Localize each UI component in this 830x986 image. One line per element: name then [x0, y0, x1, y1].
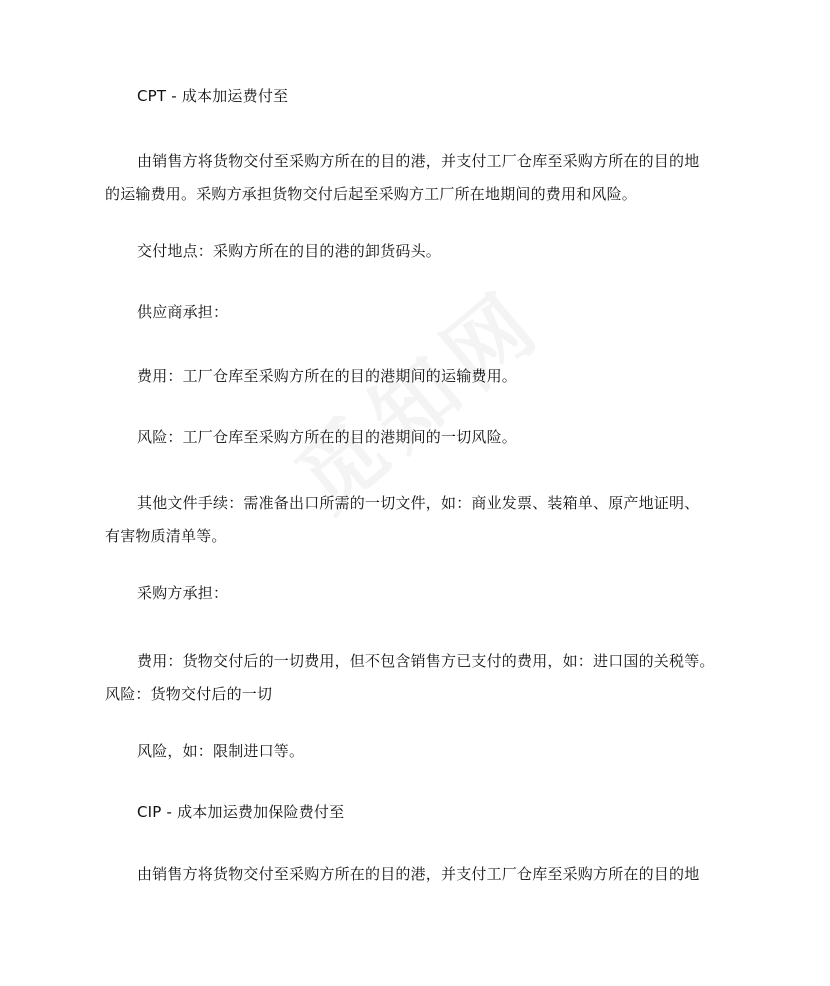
paragraph-line: 的运输费用。采购方承担货物交付后起至采购方工厂所在地期间的费用和风险。 — [105, 185, 638, 203]
section-heading-cip: CIP - 成本加运费加保险费付至 — [137, 803, 345, 821]
paragraph-line: 费用：货物交付后的一切费用，但不包含销售方已支付的费用，如：进口国的关税等。 — [137, 652, 715, 670]
paragraph-line: 供应商承担： — [137, 303, 229, 321]
paragraph-line: 由销售方将货物交付至采购方所在的目的港，并支付工厂仓库至采购方所在的目的地 — [137, 865, 700, 883]
paragraph-line: 风险，如：限制进口等。 — [137, 742, 305, 760]
paragraph-line: 有害物质清单等。 — [105, 527, 227, 545]
paragraph-line: 由销售方将货物交付至采购方所在的目的港，并支付工厂仓库至采购方所在的目的地 — [137, 152, 700, 170]
paragraph-line: 风险：货物交付后的一切 — [105, 685, 273, 703]
paragraph-line: 采购方承担： — [137, 584, 229, 602]
paragraph-line: 费用：工厂仓库至采购方所在的目的港期间的运输费用。 — [137, 367, 518, 385]
paragraph-line: 其他文件手续：需准备出口所需的一切文件，如：商业发票、装箱单、原产地证明、 — [137, 494, 700, 512]
paragraph-line: 交付地点：采购方所在的目的港的卸货码头。 — [137, 242, 442, 260]
paragraph-line: 风险：工厂仓库至采购方所在的目的港期间的一切风险。 — [137, 428, 518, 446]
section-heading-cpt: CPT - 成本加运费付至 — [137, 87, 289, 105]
